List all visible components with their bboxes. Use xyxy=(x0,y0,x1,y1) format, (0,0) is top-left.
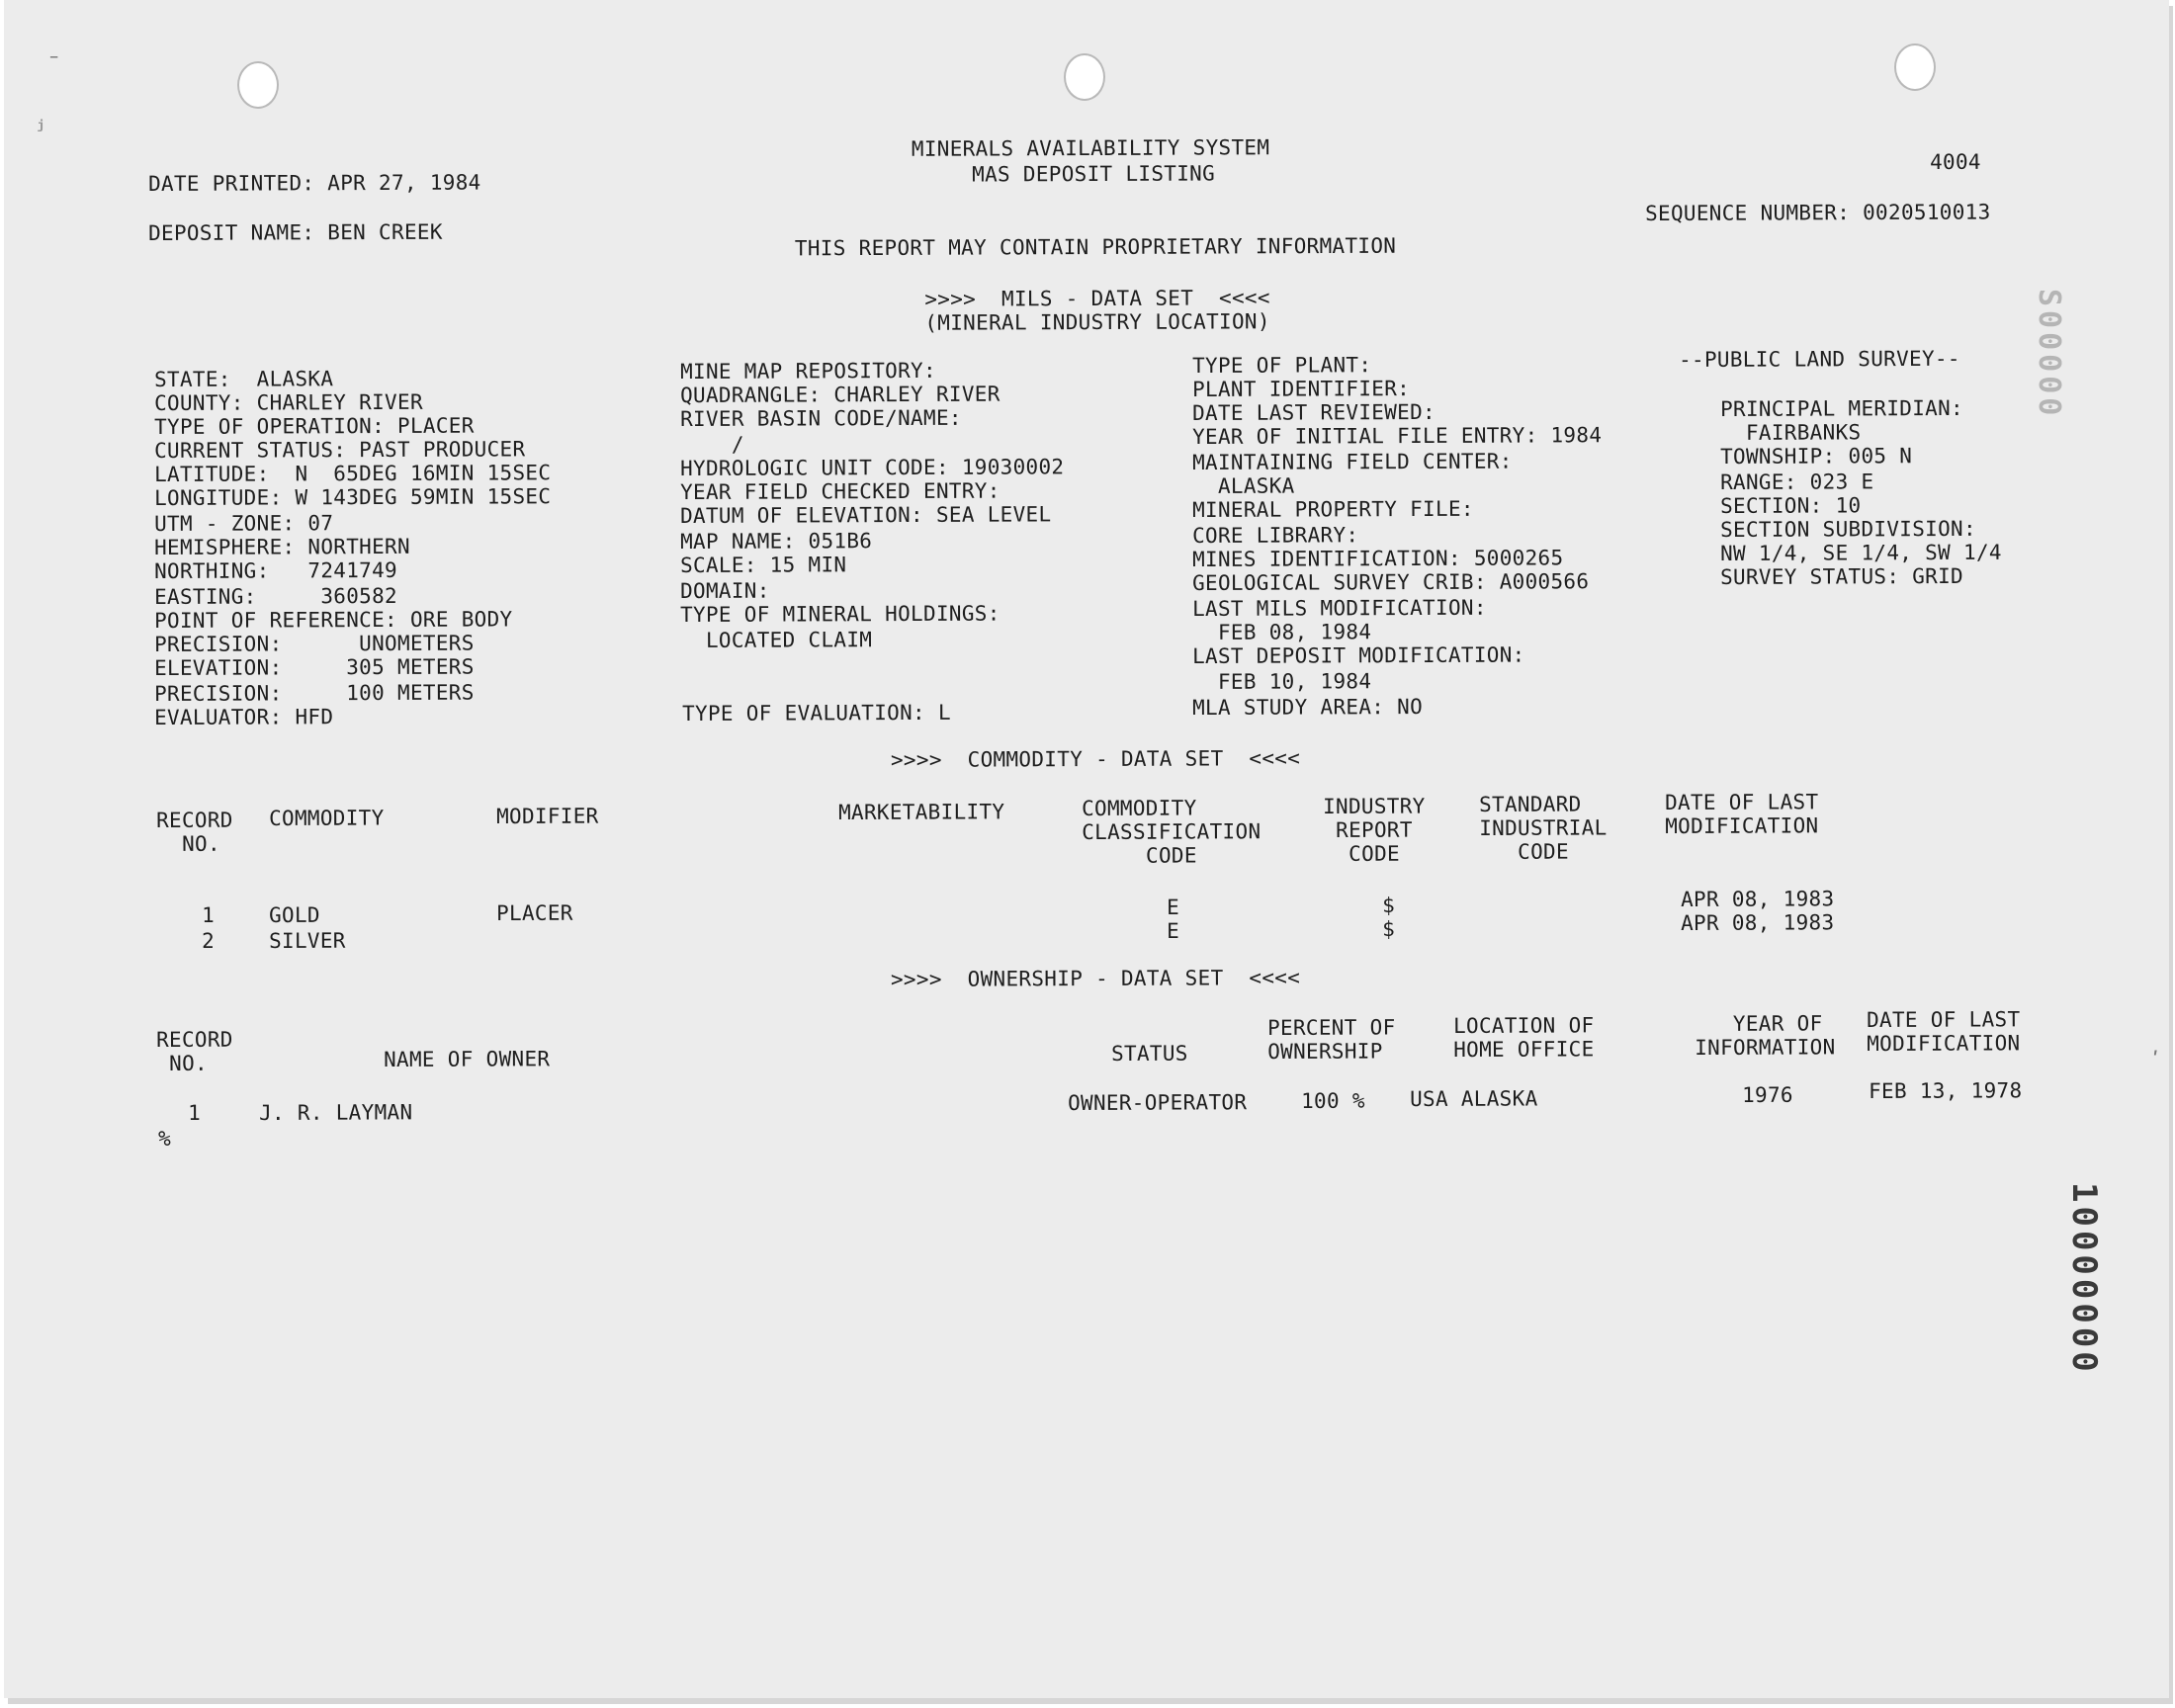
commodity-report-code: $ xyxy=(1382,893,1396,917)
mils-section-title: >>>> MILS - DATA SET <<<< xyxy=(924,286,1270,311)
punch-hole-right xyxy=(1894,43,1936,91)
mils-field: GEOLOGICAL SURVEY CRIB: A000566 xyxy=(1192,569,1590,595)
survey-field: PRINCIPAL MERIDIAN: xyxy=(1720,395,1964,421)
mils-field: STATE: ALASKA xyxy=(154,367,334,391)
mils-field: HYDROLOGIC UNIT CODE: 19030002 xyxy=(680,455,1065,480)
owner-name: J. R. LAYMAN xyxy=(259,1100,413,1125)
mils-field: DATE LAST REVIEWED: xyxy=(1192,399,1436,425)
year-of-information: 1976 xyxy=(1742,1082,1793,1107)
commodity-record-no: 2 xyxy=(202,928,216,953)
owner-status: OWNER-OPERATOR xyxy=(1068,1090,1248,1115)
listing-title: MAS DEPOSIT LISTING xyxy=(972,161,1216,187)
commodity-header-marketability: MARKETABILITY xyxy=(838,800,1005,824)
mils-field: MAINTAINING FIELD CENTER: xyxy=(1192,449,1513,474)
mils-field: TYPE OF PLANT: xyxy=(1192,353,1372,378)
mils-field: LONGITUDE: W 143DEG 59MIN 15SEC xyxy=(154,484,552,510)
mils-field: HEMISPHERE: NORTHERN xyxy=(154,534,410,559)
ownership-header-location: LOCATION OF HOME OFFICE xyxy=(1453,1013,1595,1062)
mils-field: PRECISION: 100 METERS xyxy=(154,680,475,706)
mils-field: / xyxy=(680,432,744,457)
mils-field: ELEVATION: 305 METERS xyxy=(154,654,475,680)
survey-field: NW 1/4, SE 1/4, SW 1/4 xyxy=(1720,540,2002,565)
mils-field: LATITUDE: N 65DEG 16MIN 15SEC xyxy=(154,461,552,486)
mils-field: TYPE OF MINERAL HOLDINGS: xyxy=(680,601,1000,627)
sequence-number: SEQUENCE NUMBER: 0020510013 xyxy=(1645,200,1991,225)
mils-field: PLANT IDENTIFIER: xyxy=(1192,377,1411,401)
survey-field: RANGE: 023 E xyxy=(1720,470,1874,494)
mils-section-subtitle: (MINERAL INDUSTRY LOCATION) xyxy=(924,309,1270,335)
commodity-class-code: E xyxy=(1167,895,1180,919)
commodity-date: APR 08, 1983 xyxy=(1681,910,1835,935)
mils-field: DOMAIN: xyxy=(680,578,770,603)
ownership-header-status: STATUS xyxy=(1111,1041,1188,1066)
mils-field: UTM - ZONE: 07 xyxy=(154,511,334,536)
punch-hole-left xyxy=(237,61,279,109)
mils-field: MINES IDENTIFICATION: 5000265 xyxy=(1192,546,1564,571)
survey-field: SURVEY STATUS: GRID xyxy=(1720,563,1964,589)
mils-field: DATUM OF ELEVATION: SEA LEVEL xyxy=(680,502,1052,528)
page-number: 4004 xyxy=(1930,149,1981,174)
mils-field: EASTING: 360582 xyxy=(154,583,398,609)
mils-field: QUADRANGLE: CHARLEY RIVER xyxy=(680,382,1000,407)
commodity-header-classification: COMMODITY CLASSIFICATION CODE xyxy=(1082,796,1262,868)
mils-field: COUNTY: CHARLEY RIVER xyxy=(154,389,423,415)
scan-speck: ʲ xyxy=(34,117,47,141)
ownership-percent: 100 % xyxy=(1301,1088,1365,1113)
date-printed: DATE PRINTED: APR 27, 1984 xyxy=(148,170,481,196)
commodity-report-code: $ xyxy=(1382,916,1396,941)
home-office-location: USA ALASKA xyxy=(1410,1086,1538,1111)
side-stamp: S00000 xyxy=(2032,289,2066,420)
mils-field: LAST DEPOSIT MODIFICATION: xyxy=(1192,642,1525,668)
mils-field: TYPE OF OPERATION: PLACER xyxy=(154,413,475,439)
ownership-header-record: RECORD NO. xyxy=(156,1027,233,1075)
mils-field: LAST MILS MODIFICATION: xyxy=(1192,595,1487,621)
type-of-evaluation: TYPE OF EVALUATION: L xyxy=(682,700,951,726)
punch-hole-center xyxy=(1064,53,1105,101)
mils-field: YEAR OF INITIAL FILE ENTRY: 1984 xyxy=(1192,423,1603,449)
commodity-name: GOLD xyxy=(269,902,320,927)
proprietary-notice: THIS REPORT MAY CONTAIN PROPRIETARY INFORMATION xyxy=(794,233,1397,261)
mils-field: LOCATED CLAIM xyxy=(680,628,873,652)
ownership-header-percent: PERCENT OF OWNERSHIP xyxy=(1267,1015,1396,1064)
commodity-header-industry-code: INDUSTRY REPORT CODE xyxy=(1323,794,1426,866)
bottom-stamp: 10000000 xyxy=(2064,1182,2104,1376)
mils-field: ALASKA xyxy=(1192,473,1295,498)
mils-field: NORTHING: 7241749 xyxy=(154,557,398,583)
mils-field: POINT OF REFERENCE: ORE BODY xyxy=(154,607,513,633)
commodity-section-title: >>>> COMMODITY - DATA SET <<<< xyxy=(890,746,1301,772)
survey-field: SECTION: 10 xyxy=(1720,493,1862,518)
mils-field: SCALE: 15 MIN xyxy=(680,553,847,577)
mils-field: MINE MAP REPOSITORY: xyxy=(680,358,936,384)
mils-field: MAP NAME: 051B6 xyxy=(680,529,873,554)
survey-field: TOWNSHIP: 005 N xyxy=(1720,444,1913,469)
ownership-record-no: 1 xyxy=(188,1100,202,1125)
end-of-record-mark: % xyxy=(158,1126,172,1151)
system-title: MINERALS AVAILABILITY SYSTEM xyxy=(911,135,1270,161)
survey-field: SECTION SUBDIVISION: xyxy=(1720,516,1976,542)
scan-speck: ʹ xyxy=(2149,1048,2162,1071)
commodity-class-code: E xyxy=(1167,918,1180,943)
commodity-header-commodity: COMMODITY xyxy=(269,806,385,830)
mils-field: FEB 08, 1984 xyxy=(1192,620,1372,644)
mils-field: YEAR FIELD CHECKED ENTRY: xyxy=(680,478,1000,504)
mils-field: CORE LIBRARY: xyxy=(1192,523,1359,548)
mils-field: RIVER BASIN CODE/NAME: xyxy=(680,405,962,431)
mils-field: MLA STUDY AREA: NO xyxy=(1192,694,1424,720)
survey-title: --PUBLIC LAND SURVEY-- xyxy=(1679,346,1960,372)
printout-sheet xyxy=(4,0,2169,1698)
ownership-header-date: DATE OF LAST MODIFICATION xyxy=(1867,1007,2021,1056)
commodity-record-no: 1 xyxy=(202,902,216,927)
survey-field: FAIRBANKS xyxy=(1720,420,1862,445)
commodity-date: APR 08, 1983 xyxy=(1681,887,1835,911)
ownership-header-owner: NAME OF OWNER xyxy=(384,1047,551,1071)
commodity-header-date: DATE OF LAST MODIFICATION xyxy=(1665,790,1819,838)
commodity-modifier: PLACER xyxy=(496,900,573,925)
mils-field: EVALUATOR: HFD xyxy=(154,705,334,729)
mils-field: MINERAL PROPERTY FILE: xyxy=(1192,496,1474,522)
commodity-header-record: RECORD NO. xyxy=(156,808,233,856)
mils-field: CURRENT STATUS: PAST PRODUCER xyxy=(154,437,526,463)
ownership-date: FEB 13, 1978 xyxy=(1869,1078,2023,1103)
scan-speck: ⁻ xyxy=(47,49,61,74)
commodity-header-sic: STANDARD INDUSTRIAL CODE xyxy=(1479,792,1608,864)
deposit-name: DEPOSIT NAME: BEN CREEK xyxy=(148,219,443,245)
commodity-header-modifier: MODIFIER xyxy=(496,804,599,828)
ownership-section-title: >>>> OWNERSHIP - DATA SET <<<< xyxy=(890,966,1301,991)
commodity-name: SILVER xyxy=(269,928,346,953)
mils-field: PRECISION: UNOMETERS xyxy=(154,631,475,656)
ownership-header-year: YEAR OF INFORMATION xyxy=(1695,1011,1836,1060)
mils-field: FEB 10, 1984 xyxy=(1192,669,1372,694)
